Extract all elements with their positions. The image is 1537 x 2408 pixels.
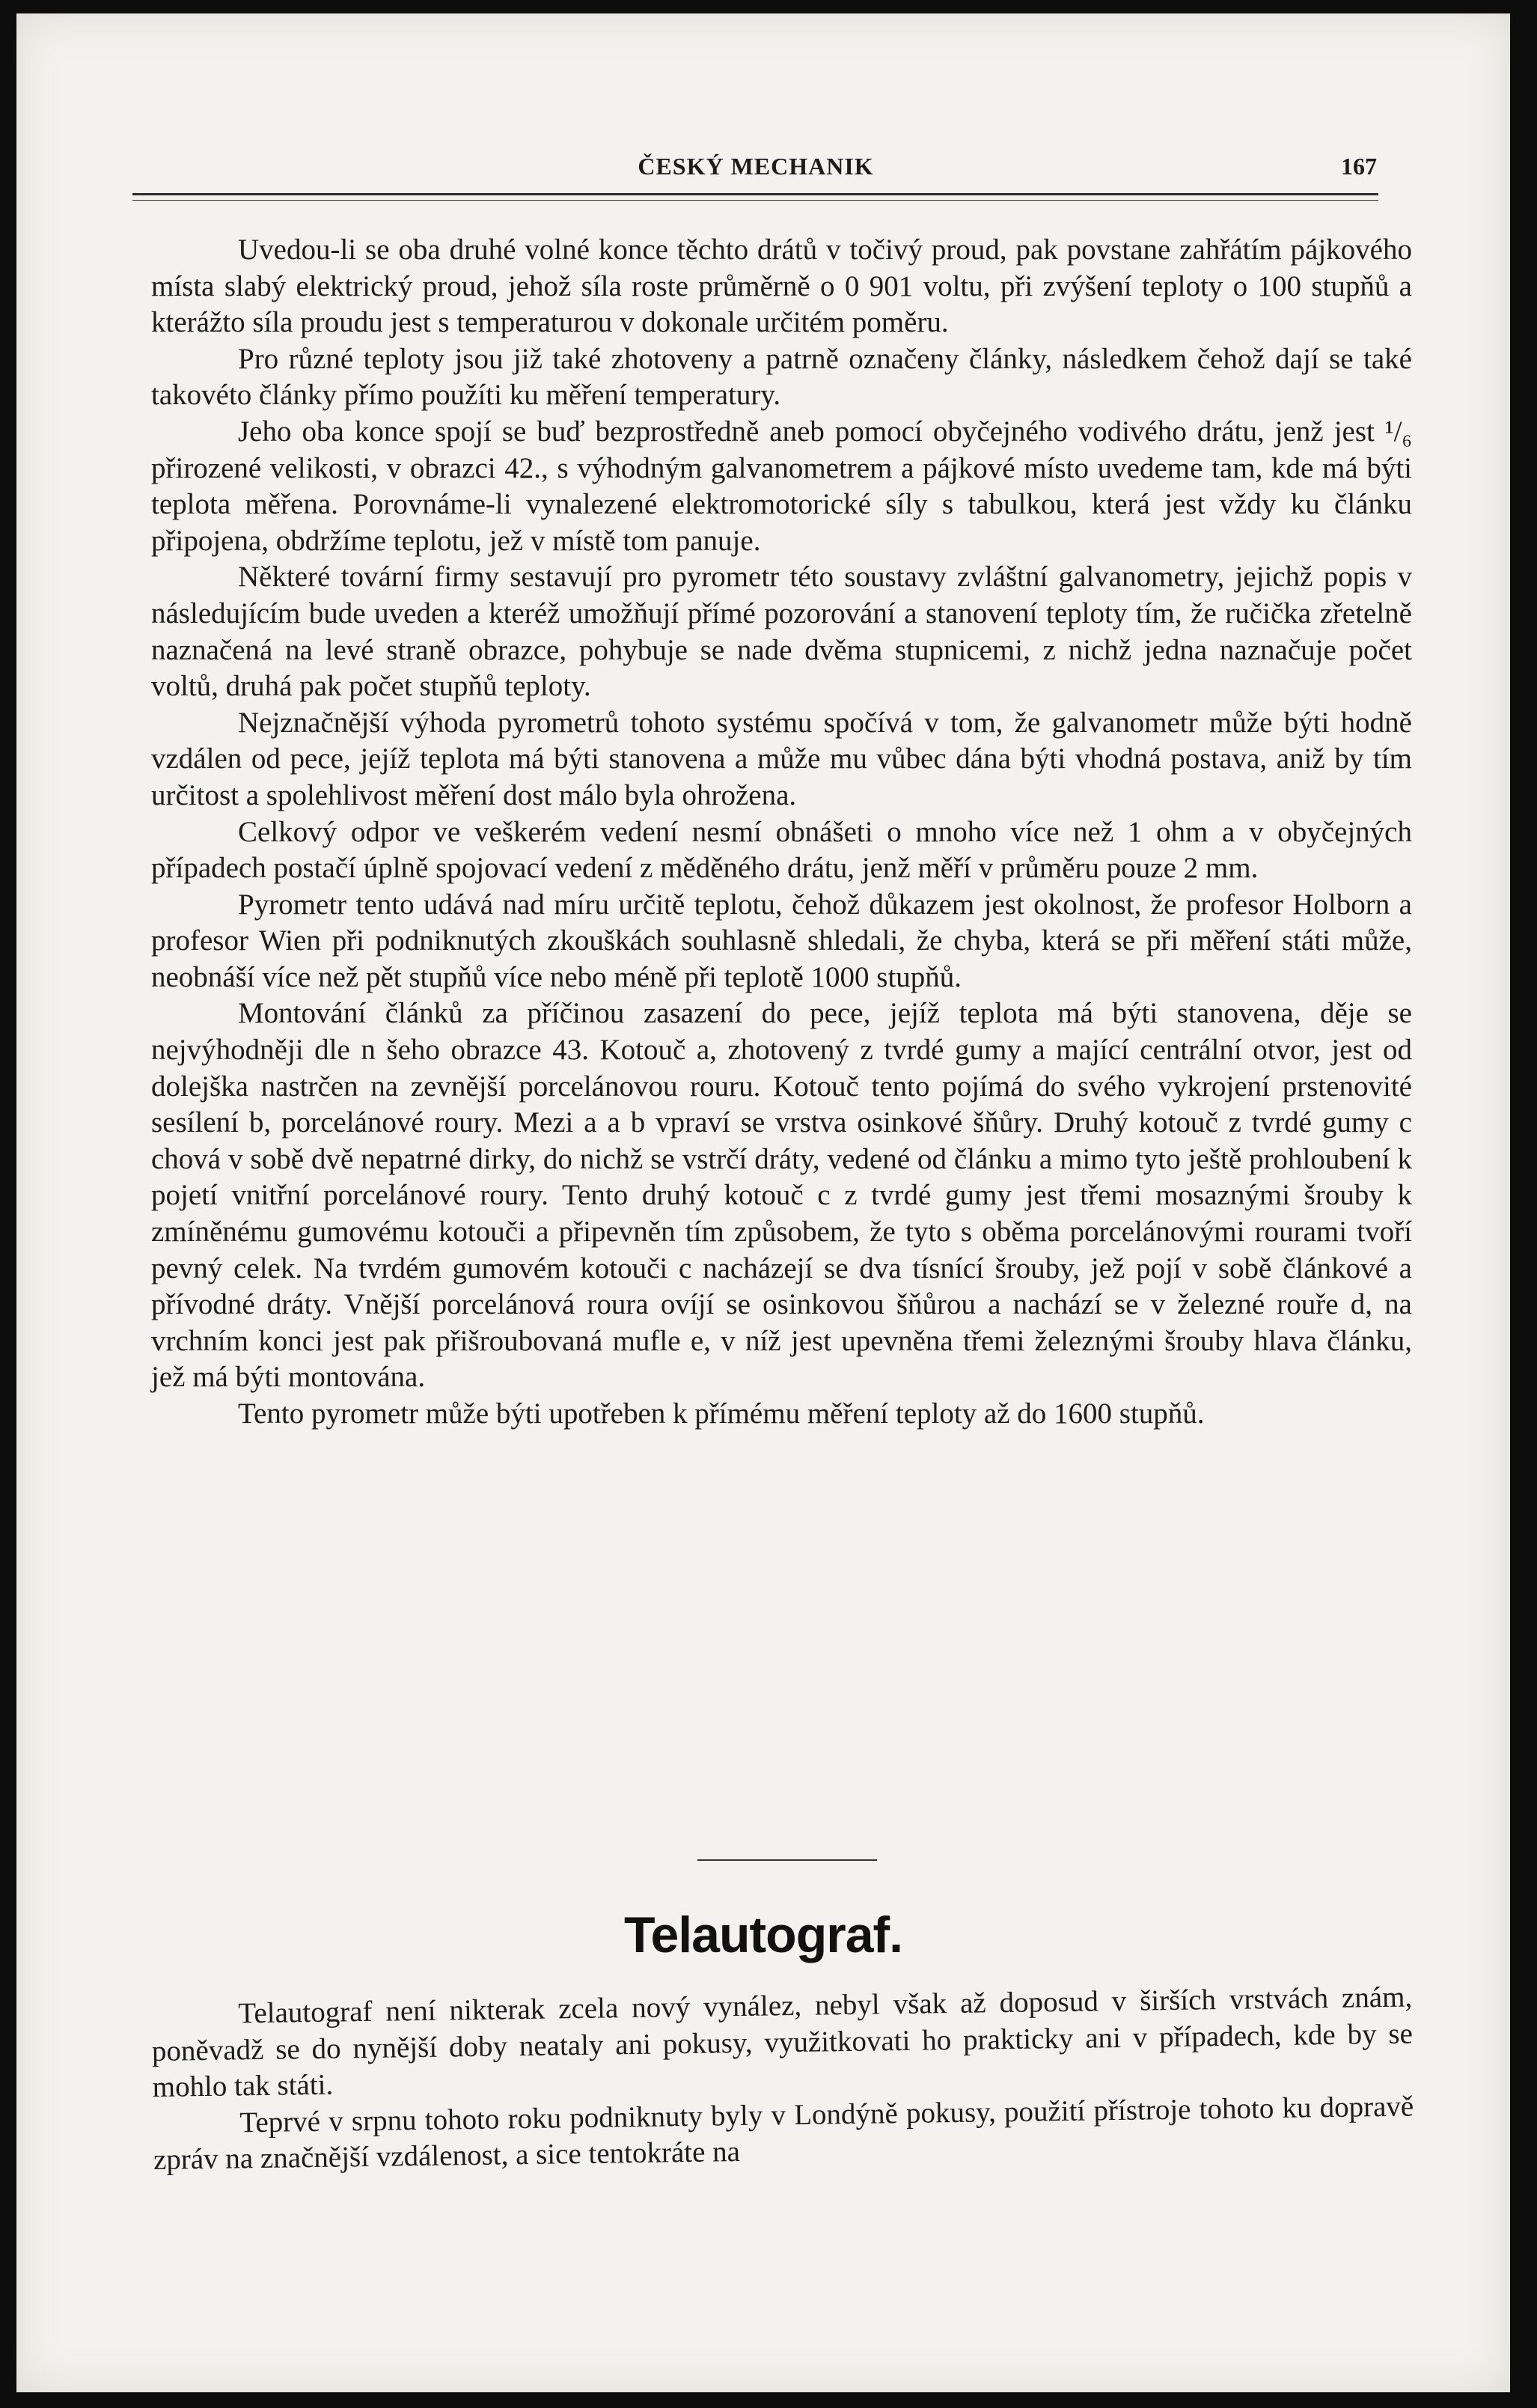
paragraph: Jeho oba konce spojí se buď bezprostředně aneb pomocí obyčejného vodivého drátu, jenž jest ¹/₆ přirozené velikosti, v obrazci 42., s výhodným galvanometrem a pájkové místo uvedeme tam, kde má býti teplota měřena. Porovnáme-li vynalezené elektromotorické síly s tabulkou, která jest vždy ku článku připojena, obdržíme teplotu, jež v místě tom panuje.	[151, 415, 1412, 557]
running-title: ČESKÝ MECHANIK	[638, 153, 874, 180]
paragraph: Pro různé teploty jsou již také zhotoveny a patrně označeny články, následkem čehož dají se také takovéto články přímo použíti ku měření temperatury.	[151, 342, 1412, 412]
paragraph: Pyrometr tento udává nad míru určitě teplotu, čehož důkazem jest okolnost, že profesor Holborn a profesor Wien při podniknutých zkouškách souhlasně shledali, že chyba, která se při měření státi může, neobnáší více než pět stupňů více nebo méně při teplotě 1000 stupňů.	[151, 888, 1412, 993]
paragraph: Nejznačnější výhoda pyrometrů tohoto systému spočívá v tom, že galvanometr může býti hodně vzdálen od pece, jejíž teplota má býti stanovena a může mu vůbec dána býti vhodná postava, aniž by tím určitost a spolehlivost měření dost málo byla ohrožena.	[151, 706, 1412, 811]
paragraph: Montování článků za příčinou zasazení do pece, jejíž teplota má býti stanovena, děje se nejvýhodněji dle n šeho obrazce 43. Kotouč a, zhotovený z tvrdé gumy a mající centrální otvor, jest od dolejška nastrčen na zevnější porcelánovou rouru. Kotouč tento pojímá do svého vykrojení prstenovité sesílení b, porcelánové roury. Mezi a a b vpraví se vrstva osinkové šňůry. Druhý kotouč z tvrdé gumy c chová v sobě dvě nepatrné dirky, do nichž se vstrčí dráty, vedené od článku a mimo tyto ještě prohloubení k pojetí vnitřní porcelánové roury. Tento druhý kotouč c z tvrdé gumy jest třemi mosaznými šrouby k zmíněnému gumovému kotouči a připevněn tím způsobem, že tyto s oběma porcelánovými rourami tvoří pevný celek. Na tvrdém gumovém kotouči c nacházejí se dva tísnící šrouby, jež pojí v sobě článkové a přívodné dráty. Vnější porcelánová roura ovíjí se osinkovou šňůrou a nachází se v železné rouře d, na vrchním konci jest pak přišroubovaná mufle e, v níž jest upevněna třemi železnými šrouby hlava článku, jež má býti montována.	[151, 997, 1412, 1394]
page-number: 167	[1341, 153, 1377, 180]
paragraph: Celkový odpor ve veškerém vedení nesmí obnášeti o mnoho více než 1 ohm a v obyčejných případech postačí úplně spojovací vedení z měděného drátu, jenž měří v průměru pouze 2 mm.	[151, 815, 1412, 885]
paragraph: Teprvé v srpnu tohoto roku podniknuty byly v Londýně pokusy, použití přístroje tohoto ku dopravě zpráv na značnější vzdálenost, a sice tentokráte na	[153, 2090, 1414, 2177]
paragraph: Uvedou-li se oba druhé volné konce těchto drátů v točivý proud, pak povstane zahřátím pájkového místa slabý elektrický proud, jehož síla roste průměrně o 0 901 voltu, při zvýšení teploty o 100 stupňů a kterážto síla proudu jest s temperaturou v dokonale určitém poměru.	[151, 234, 1412, 339]
section-body	[151, 1979, 1414, 2178]
book-page	[16, 13, 1510, 2392]
paragraph: Tento pyrometr může býti upotřeben k přímému měření teploty až do 1600 stupňů.	[238, 1397, 1205, 1430]
paragraph: Některé tovární firmy sestavují pro pyrometr této soustavy zvláštní galvanometry, jejichž popis v následujícím bude uveden a kteréž umožňují přímé pozorování a stanovení teploty tím, že ručička zřetelně naznačená na levé straně obrazce, pohybuje se nade dvěma stupnicemi, z nichž jedna naznačuje počet voltů, druhá pak počet stupňů teploty.	[151, 561, 1412, 703]
section-separator	[697, 1859, 877, 1861]
header-rule	[132, 193, 1378, 201]
section-title: Telautograf.	[623, 1906, 903, 1963]
page-header	[135, 135, 1377, 180]
article-body	[151, 232, 1412, 1433]
paragraph: Telautograf není nikterak zcela nový vynález, nebyl však až doposud v širších vrstvách znám, poněvadž se do nynější doby neataly ani pokusy, využitkovati ho prakticky ani v případech, kde by se mohlo tak státi.	[151, 1981, 1414, 2104]
